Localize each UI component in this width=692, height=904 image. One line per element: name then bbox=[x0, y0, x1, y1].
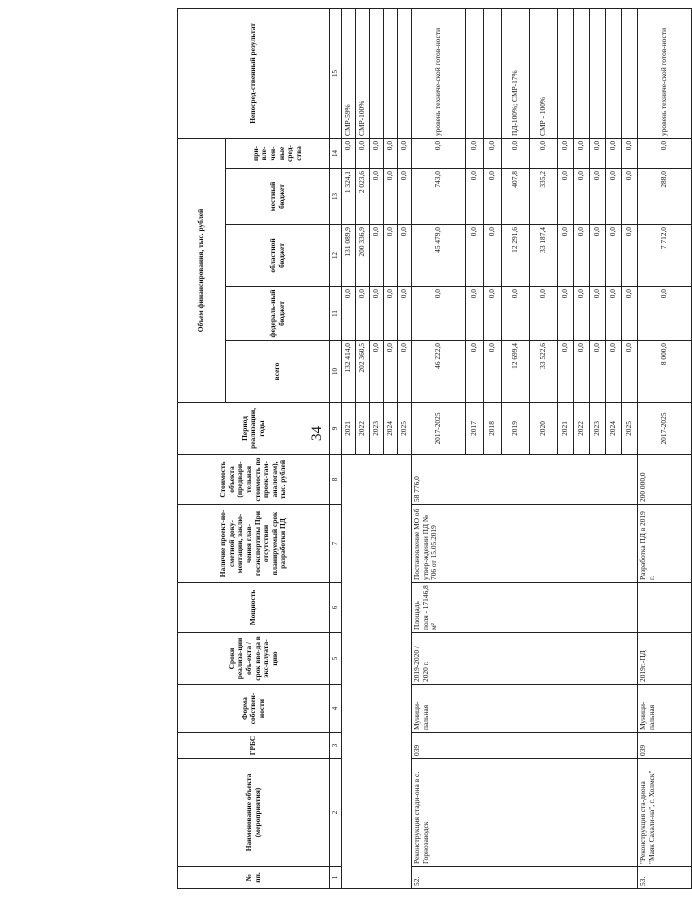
col-index: 11 bbox=[330, 287, 342, 341]
result-cell: ПД-100%; СМР-17% bbox=[502, 8, 530, 138]
header-terms: Сроки реализа-ции объ-екта / срок вво-да в экс-плуата-цию bbox=[178, 633, 330, 685]
object-name: "Реконструкция ста-диона "Маяк Сахали-на", г. Холмск" bbox=[638, 759, 692, 867]
period-cell: 2017-2025 bbox=[638, 403, 692, 455]
result-cell bbox=[466, 8, 484, 138]
result-cell bbox=[574, 8, 590, 138]
object-terms: 2019г.-ПД bbox=[638, 633, 692, 685]
federal-cell: 0,0 bbox=[412, 287, 466, 341]
local-cell: 0,0 bbox=[370, 169, 384, 225]
object-ownership: Муници-пальная bbox=[638, 685, 692, 733]
federal-cell: 0,0 bbox=[502, 287, 530, 341]
result-cell: СМР-100% bbox=[356, 8, 370, 138]
attracted-cell: 0,0 bbox=[622, 138, 638, 168]
col-index: 6 bbox=[330, 583, 342, 633]
regional-cell: 0,0 bbox=[398, 225, 412, 287]
regional-cell: 200 336,9 bbox=[356, 225, 370, 287]
regional-cell: 0,0 bbox=[590, 225, 606, 287]
regional-cell: 131 089,9 bbox=[342, 225, 356, 287]
total-cell: 33 522,6 bbox=[530, 341, 558, 403]
header-num: № пп. bbox=[178, 867, 330, 889]
regional-cell: 0,0 bbox=[370, 225, 384, 287]
federal-cell: 0,0 bbox=[342, 287, 356, 341]
local-cell: 0,0 bbox=[384, 169, 398, 225]
total-cell: 0,0 bbox=[466, 341, 484, 403]
local-cell: 2 023,6 bbox=[356, 169, 370, 225]
federal-cell: 0,0 bbox=[398, 287, 412, 341]
period-cell: 2023 bbox=[370, 403, 384, 455]
header-capacity: Мощность bbox=[178, 583, 330, 633]
header-ownership: Форма собствен-ности bbox=[178, 685, 330, 733]
page-number: 34 bbox=[309, 426, 325, 441]
total-cell: 132 414,0 bbox=[342, 341, 356, 403]
header-period: Период реализации, годы bbox=[178, 403, 330, 455]
object-capacity bbox=[638, 583, 692, 633]
attracted-cell: 0,0 bbox=[530, 138, 558, 168]
total-cell: 0,0 bbox=[398, 341, 412, 403]
attracted-cell: 0,0 bbox=[574, 138, 590, 168]
object-capacity: Площадь поля - 17146,8 м² bbox=[412, 583, 638, 633]
period-cell: 2023 bbox=[590, 403, 606, 455]
regional-cell: 0,0 bbox=[558, 225, 574, 287]
federal-cell: 0,0 bbox=[484, 287, 502, 341]
col-index: 13 bbox=[330, 169, 342, 225]
period-cell: 2020 bbox=[530, 403, 558, 455]
local-cell: 1 324,1 bbox=[342, 169, 356, 225]
period-cell: 2018 bbox=[484, 403, 502, 455]
regional-cell: 7 712,0 bbox=[638, 225, 692, 287]
attracted-cell: 0,0 bbox=[384, 138, 398, 168]
col-index: 15 bbox=[330, 8, 342, 138]
period-cell: 2022 bbox=[356, 403, 370, 455]
investment-objects-table bbox=[177, 8, 692, 889]
col-index: 14 bbox=[330, 138, 342, 168]
attracted-cell: 0,0 bbox=[370, 138, 384, 168]
federal-cell: 0,0 bbox=[574, 287, 590, 341]
total-cell: 0,0 bbox=[574, 341, 590, 403]
object-grbs: 039 bbox=[638, 733, 692, 759]
object-ownership: Муници-пальная bbox=[412, 685, 638, 733]
attracted-cell: 0,0 bbox=[356, 138, 370, 168]
total-cell: 0,0 bbox=[484, 341, 502, 403]
total-cell: 12 699,4 bbox=[502, 341, 530, 403]
federal-cell: 0,0 bbox=[558, 287, 574, 341]
header-design-docs: Наличие проект-но-сметной доку-ментации, заклю-чения глав-госэкспертизы При отсутствии планируемый срок разработки ПД bbox=[178, 505, 330, 583]
local-cell: 335,2 bbox=[530, 169, 558, 225]
period-cell: 2021 bbox=[342, 403, 356, 455]
col-index: 10 bbox=[330, 341, 342, 403]
period-cell: 2019 bbox=[502, 403, 530, 455]
header-total: всего bbox=[226, 341, 330, 403]
federal-cell: 0,0 bbox=[370, 287, 384, 341]
col-index: 4 bbox=[330, 685, 342, 733]
period-cell: 2021 bbox=[558, 403, 574, 455]
object-num: 52. bbox=[412, 867, 638, 889]
header-name: Наименование объекта (мероприятия) bbox=[178, 759, 330, 867]
header-local: местный бюджет bbox=[226, 169, 330, 225]
local-cell: 0,0 bbox=[606, 169, 622, 225]
col-index: 1 bbox=[330, 867, 342, 889]
table-row bbox=[412, 8, 466, 888]
object-num: 53. bbox=[638, 867, 692, 889]
regional-cell: 12 291,6 bbox=[502, 225, 530, 287]
result-cell bbox=[606, 8, 622, 138]
regional-cell: 0,0 bbox=[606, 225, 622, 287]
result-cell bbox=[622, 8, 638, 138]
result-cell bbox=[370, 8, 384, 138]
attracted-cell: 0,0 bbox=[638, 138, 692, 168]
table-row bbox=[342, 8, 356, 888]
local-cell: 0,0 bbox=[398, 169, 412, 225]
continued-object-cell bbox=[342, 455, 412, 889]
header-cost: Стоимость объекта (предвари-тельная стоимость по проек-там-аналогам), тыс. рублей bbox=[178, 455, 330, 505]
federal-cell: 0,0 bbox=[466, 287, 484, 341]
total-cell: 202 360,5 bbox=[356, 341, 370, 403]
object-grbs: 039 bbox=[412, 733, 638, 759]
header-regional: областной бюджет bbox=[226, 225, 330, 287]
object-name: Реконструкция стади-она в с. Горнозаводск bbox=[412, 759, 638, 867]
period-cell: 2025 bbox=[622, 403, 638, 455]
result-cell: СМР-59% bbox=[342, 8, 356, 138]
col-index: 7 bbox=[330, 505, 342, 583]
result-cell bbox=[484, 8, 502, 138]
federal-cell: 0,0 bbox=[622, 287, 638, 341]
col-index: 3 bbox=[330, 733, 342, 759]
col-index: 9 bbox=[330, 403, 342, 455]
result-cell bbox=[384, 8, 398, 138]
total-cell: 8 000,0 bbox=[638, 341, 692, 403]
local-cell: 407,8 bbox=[502, 169, 530, 225]
period-cell: 2024 bbox=[384, 403, 398, 455]
result-cell: СМР - 100% bbox=[530, 8, 558, 138]
result-cell bbox=[558, 8, 574, 138]
attracted-cell: 0,0 bbox=[412, 138, 466, 168]
total-cell: 0,0 bbox=[384, 341, 398, 403]
object-terms: 2019-2020 / 2020 г. bbox=[412, 633, 638, 685]
attracted-cell: 0,0 bbox=[558, 138, 574, 168]
federal-cell: 0,0 bbox=[530, 287, 558, 341]
local-cell: 288,0 bbox=[638, 169, 692, 225]
attracted-cell: 0,0 bbox=[606, 138, 622, 168]
regional-cell: 0,0 bbox=[384, 225, 398, 287]
total-cell: 0,0 bbox=[606, 341, 622, 403]
result-cell bbox=[398, 8, 412, 138]
federal-cell: 0,0 bbox=[384, 287, 398, 341]
period-cell: 2025 bbox=[398, 403, 412, 455]
col-index: 8 bbox=[330, 455, 342, 505]
attracted-cell: 0,0 bbox=[484, 138, 502, 168]
regional-cell: 0,0 bbox=[484, 225, 502, 287]
total-cell: 0,0 bbox=[590, 341, 606, 403]
object-cost: 58 776,0 bbox=[412, 455, 638, 505]
table-row bbox=[638, 8, 692, 888]
attracted-cell: 0,0 bbox=[502, 138, 530, 168]
header-grbs: ГРБС bbox=[178, 733, 330, 759]
attracted-cell: 0,0 bbox=[590, 138, 606, 168]
federal-cell: 0,0 bbox=[638, 287, 692, 341]
header-federal: федераль-ный бюджет bbox=[226, 287, 330, 341]
header-attracted: при-вле-чен-ные сред-ства bbox=[226, 138, 330, 168]
total-cell: 0,0 bbox=[558, 341, 574, 403]
regional-cell: 0,0 bbox=[622, 225, 638, 287]
col-index: 5 bbox=[330, 633, 342, 685]
rotated-page-content bbox=[177, 9, 669, 889]
federal-cell: 0,0 bbox=[590, 287, 606, 341]
total-cell: 46 222,0 bbox=[412, 341, 466, 403]
period-cell: 2022 bbox=[574, 403, 590, 455]
regional-cell: 45 479,0 bbox=[412, 225, 466, 287]
local-cell: 0,0 bbox=[590, 169, 606, 225]
object-cost: 200 000,0 bbox=[638, 455, 692, 505]
result-cell: уровень техниче-ской готов-ности bbox=[412, 8, 466, 138]
result-cell bbox=[590, 8, 606, 138]
object-design-docs: Разработка ПД в 2019 г. bbox=[638, 505, 692, 583]
period-cell: 2017-2025 bbox=[412, 403, 466, 455]
local-cell: 0,0 bbox=[466, 169, 484, 225]
regional-cell: 0,0 bbox=[574, 225, 590, 287]
period-cell: 2017 bbox=[466, 403, 484, 455]
col-index: 12 bbox=[330, 225, 342, 287]
header-result: Непосред-ственный результат bbox=[178, 8, 330, 138]
local-cell: 0,0 bbox=[574, 169, 590, 225]
attracted-cell: 0,0 bbox=[342, 138, 356, 168]
attracted-cell: 0,0 bbox=[466, 138, 484, 168]
object-design-docs: Постановление МО об утвер-ждении ПД № 706 от 15.05.2019 bbox=[412, 505, 638, 583]
federal-cell: 0,0 bbox=[606, 287, 622, 341]
total-cell: 0,0 bbox=[370, 341, 384, 403]
local-cell: 0,0 bbox=[558, 169, 574, 225]
local-cell: 0,0 bbox=[484, 169, 502, 225]
header-funding-group: Объем финансирования, тыс. рублей bbox=[178, 138, 226, 402]
regional-cell: 0,0 bbox=[466, 225, 484, 287]
col-index: 2 bbox=[330, 759, 342, 867]
regional-cell: 33 187,4 bbox=[530, 225, 558, 287]
attracted-cell: 0,0 bbox=[398, 138, 412, 168]
period-cell: 2024 bbox=[606, 403, 622, 455]
result-cell: уровень техниче-ской готов-ности bbox=[638, 8, 692, 138]
federal-cell: 0,0 bbox=[356, 287, 370, 341]
local-cell: 743,0 bbox=[412, 169, 466, 225]
total-cell: 0,0 bbox=[622, 341, 638, 403]
local-cell: 0,0 bbox=[622, 169, 638, 225]
